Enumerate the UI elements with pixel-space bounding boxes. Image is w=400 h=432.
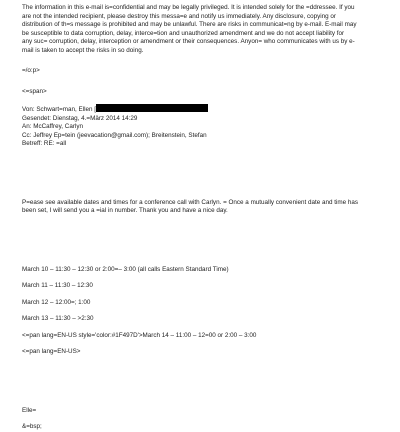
sent-line: Gesendet: Dienstag, 4.=März 2014 14:29: [22, 114, 138, 122]
email-body: [22, 199, 384, 216]
html-tag-span: <=span>: [22, 87, 47, 95]
signoff: Elle=: [22, 406, 37, 414]
from-line: [22, 104, 384, 115]
disclaimer-block: [22, 4, 384, 55]
date-item: <=pan lang=EN-US>: [22, 348, 81, 355]
date-item: <=pan lang=EN-US style='color:#1F497D'>March 14 – 11:00 – 12=00 or 2:00 – 3:00: [22, 331, 257, 339]
disclaimer-line: distribution of th=s message is prohibited and may be unlawful. There are risks in communicat=ng by e-mail. E-mail may: [22, 21, 357, 28]
disclaimer-line: The information in this e-mail is=confidential and may be legally privileged. It is intended solely for the =ddressee. If you: [22, 4, 355, 11]
to-line: An: McCaffrey, Carlyn: [22, 123, 84, 130]
cc-line: Cc: Jeffrey Ep=tein (jeevacation@gmail.com); Breitenstein, Stefan: [22, 131, 207, 139]
date-item: March 12 – 12:00=; 1:00: [22, 298, 91, 306]
date-item: March 13 – 11:30 – >2:30: [22, 315, 94, 322]
disclaimer-line: mail is taken to accept the risks in so doing.: [22, 46, 144, 54]
disclaimer-line: be susceptible to data corruption, delay, interce=tion and unauthorized amendment and we do not accept liability for: [22, 29, 345, 37]
body-line: been set, I will send you a =ial in number. Thank you and have a nice day.: [22, 207, 228, 214]
html-tag-op: =/o:p>: [22, 67, 40, 74]
nbsp-text: &=bsp;: [22, 423, 42, 430]
date-item: March 11 – 11:30 – 12:30: [22, 282, 93, 289]
email-header: [22, 104, 384, 149]
subject-line: Betreff: RE: =all: [22, 140, 67, 147]
email-document: [22, 4, 384, 432]
redaction-bar: [96, 104, 208, 112]
body-line: P=ease see available dates and times for a conference call with Carlyn. = Once a mutually convenient date and time has: [22, 198, 359, 206]
date-item: March 10 – 11:30 – 12:30 or 2:00=– 3:00 (all calls Eastern Standard Time): [22, 265, 229, 273]
disclaimer-line: any suc= corruption, delay, interception or amendment or their consequences. Anyon= who communicates with us by e-: [22, 38, 355, 45]
disclaimer-line: are not the intended recipient, please destroy this messa=e and notify us immediately. Any disclosure, copying or: [22, 12, 337, 20]
from-text: Von: Schwart=man, Ellen [: [22, 106, 97, 113]
date-list: [22, 266, 384, 357]
